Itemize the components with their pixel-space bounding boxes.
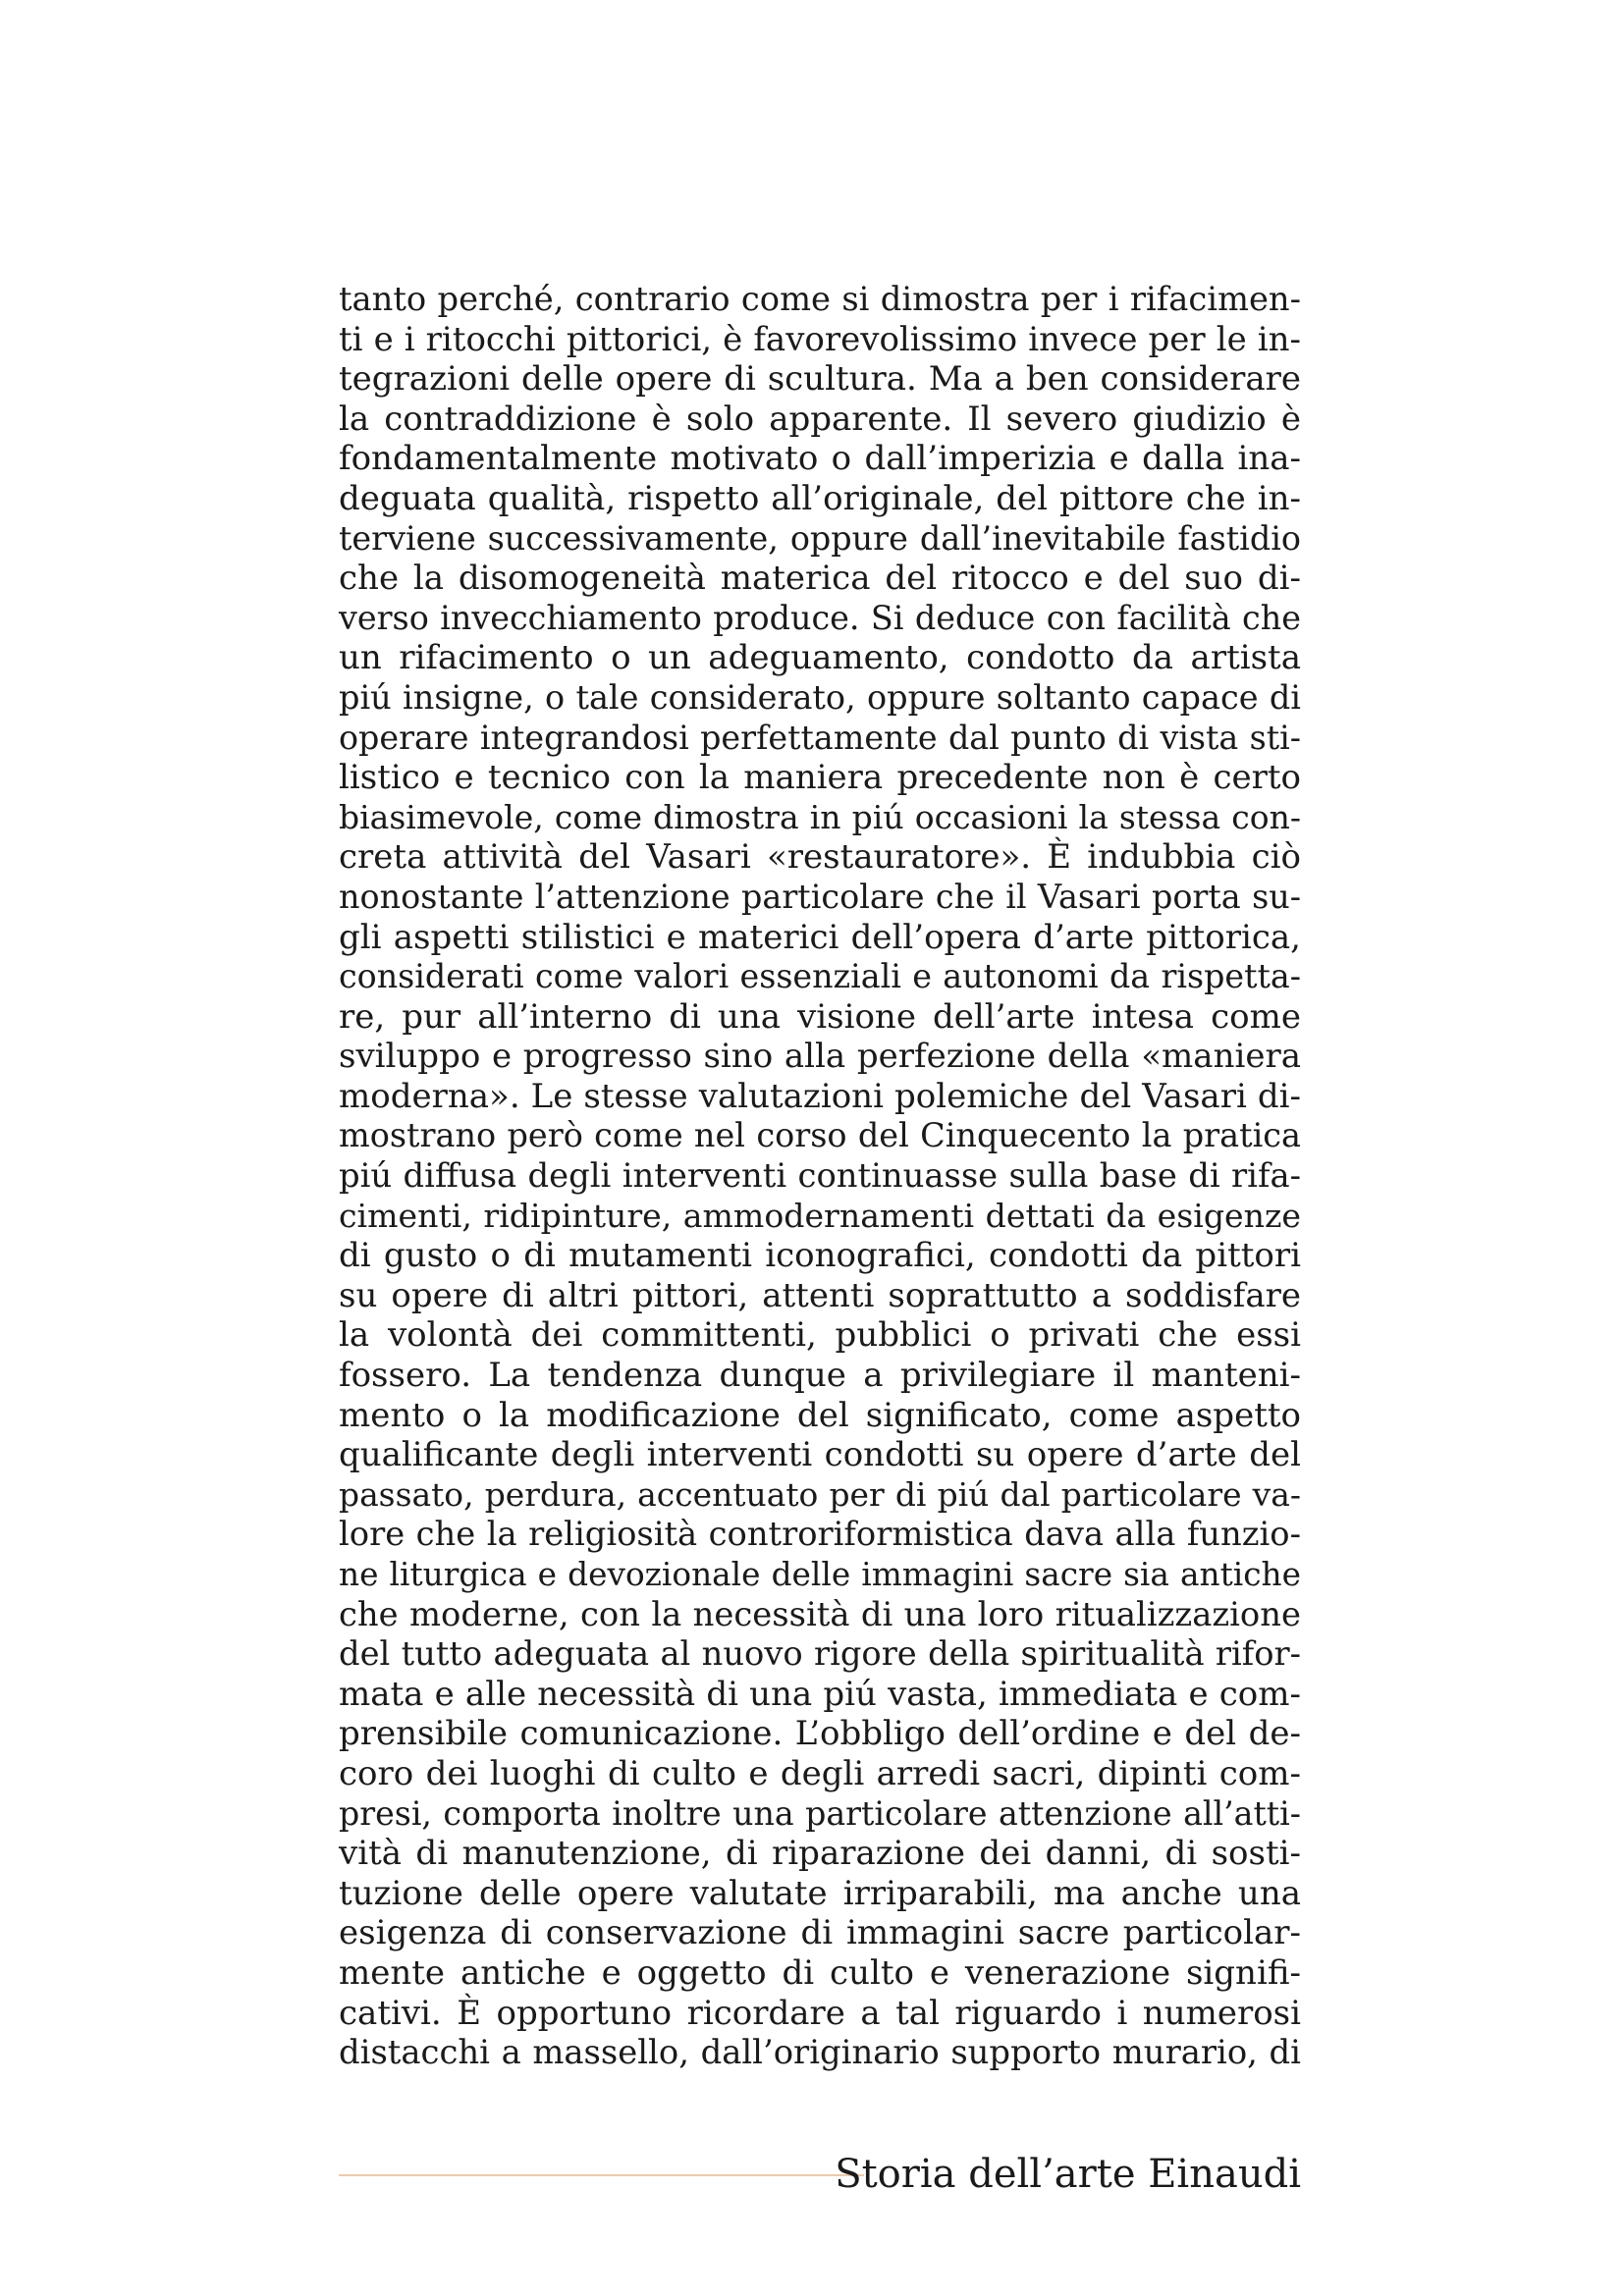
text-line: del tutto adeguata al nuovo rigore della spiritualità rifor- [339,1634,1301,1674]
text-line: la contraddizione è solo apparente. Il severo giudizio è [339,399,1301,439]
text-line: considerati come valori essenziali e autonomi da rispetta- [339,957,1301,996]
text-line: piú diffusa degli interventi continuasse sulla base di rifa- [339,1156,1301,1196]
body-text-block [339,280,1301,2073]
text-line: terviene successivamente, oppure dall’inevitabile fastidio [339,518,1301,558]
page-footer [339,2150,1301,2199]
text-line: mata e alle necessità di una piú vasta, immediata e com- [339,1674,1301,1714]
text-line: qualificante degli interventi condotti su opere d’arte del [339,1435,1301,1475]
text-line: fondamentalmente motivato o dall’imperizia e dalla ina- [339,439,1301,479]
text-line: ti e i ritocchi pittorici, è favorevolissimo invece per le in- [339,319,1301,359]
text-line: che la disomogeneità materica del ritocco e del suo di- [339,559,1301,599]
text-line: prensibile comunicazione. L’obbligo dell’ordine e del de- [339,1714,1301,1754]
text-line: fossero. La tendenza dunque a privilegiare il manteni- [339,1356,1301,1396]
text-line: che moderne, con la necessità di una loro ritualizzazione [339,1594,1301,1633]
text-line: operare integrandosi perfettamente dal punto di vista sti- [339,718,1301,757]
text-line: creta attività del Vasari «restauratore». È indubbia ciò [339,837,1301,878]
text-line: tanto perché, contrario come si dimostra per i rifacimen- [339,280,1301,318]
text-line: un rifacimento o un adeguamento, condotto da artista [339,638,1301,678]
text-line: moderna». Le stesse valutazioni polemiche del Vasari di- [339,1076,1301,1116]
text-line: vità di manutenzione, di riparazione dei danni, di sosti- [339,1834,1301,1874]
text-line: verso invecchiamento produce. Si deduce con facilità che [339,598,1301,637]
text-line: biasimevole, come dimostra in piú occasioni la stessa con- [339,797,1301,836]
text-line: lore che la religiosità controriformistica dava alla funzio- [339,1515,1301,1554]
text-line: listico e tecnico con la maniera precedente non è certo [339,758,1301,798]
text-line: cativi. È opportuno ricordare a tal riguardo i numerosi [339,1993,1301,2033]
text-line: cimenti, ridipinture, ammodernamenti dettati da esigenze [339,1196,1301,1235]
footer-publication-title: Storia dell’arte Einaudi [835,2152,1301,2197]
text-line: mente antiche e oggetto di culto e venerazione signifi- [339,1952,1301,1993]
text-line: nonostante l’attenzione particolare che il Vasari porta su- [339,877,1301,916]
text-line: ne liturgica e devozionale delle immagini sacre sia antiche [339,1556,1301,1593]
text-line: coro dei luoghi di culto e degli arredi sacri, dipinti com- [339,1753,1301,1793]
text-line: su opere di altri pittori, attenti soprattutto a soddisfare [339,1275,1301,1315]
text-line: passato, perdura, accentuato per di piú dal particolare va- [339,1474,1301,1514]
text-line: mento o la modificazione del significato, come aspetto [339,1395,1301,1435]
text-line: esigenza di conservazione di immagini sacre particolar- [339,1913,1301,1953]
text-line: distacchi a massello, dall’originario supporto murario, di [339,2033,1301,2072]
text-line: re, pur all’interno di una visione dell’arte intesa come [339,996,1301,1037]
text-line: mostrano però come nel corso del Cinquecento la pratica [339,1116,1301,1155]
text-line: tuzione delle opere valutate irriparabili, ma anche una [339,1873,1301,1913]
text-line: gli aspetti stilistici e materici dell’opera d’arte pittorica, [339,917,1301,957]
text-line: presi, comporta inoltre una particolare attenzione all’atti- [339,1793,1301,1833]
text-line: sviluppo e progresso sino alla perfezione della «maniera [339,1037,1301,1077]
text-line: deguata qualità, rispetto all’originale, del pittore che in- [339,478,1301,518]
footer-divider [339,2174,864,2176]
text-line: piú insigne, o tale considerato, oppure soltanto capace di [339,677,1301,717]
text-line: tegrazioni delle opere di scultura. Ma a ben considerare [339,359,1301,400]
text-line: di gusto o di mutamenti iconografici, condotti da pittori [339,1236,1301,1276]
text-line: la volontà dei committenti, pubblici o privati che essi [339,1315,1301,1356]
